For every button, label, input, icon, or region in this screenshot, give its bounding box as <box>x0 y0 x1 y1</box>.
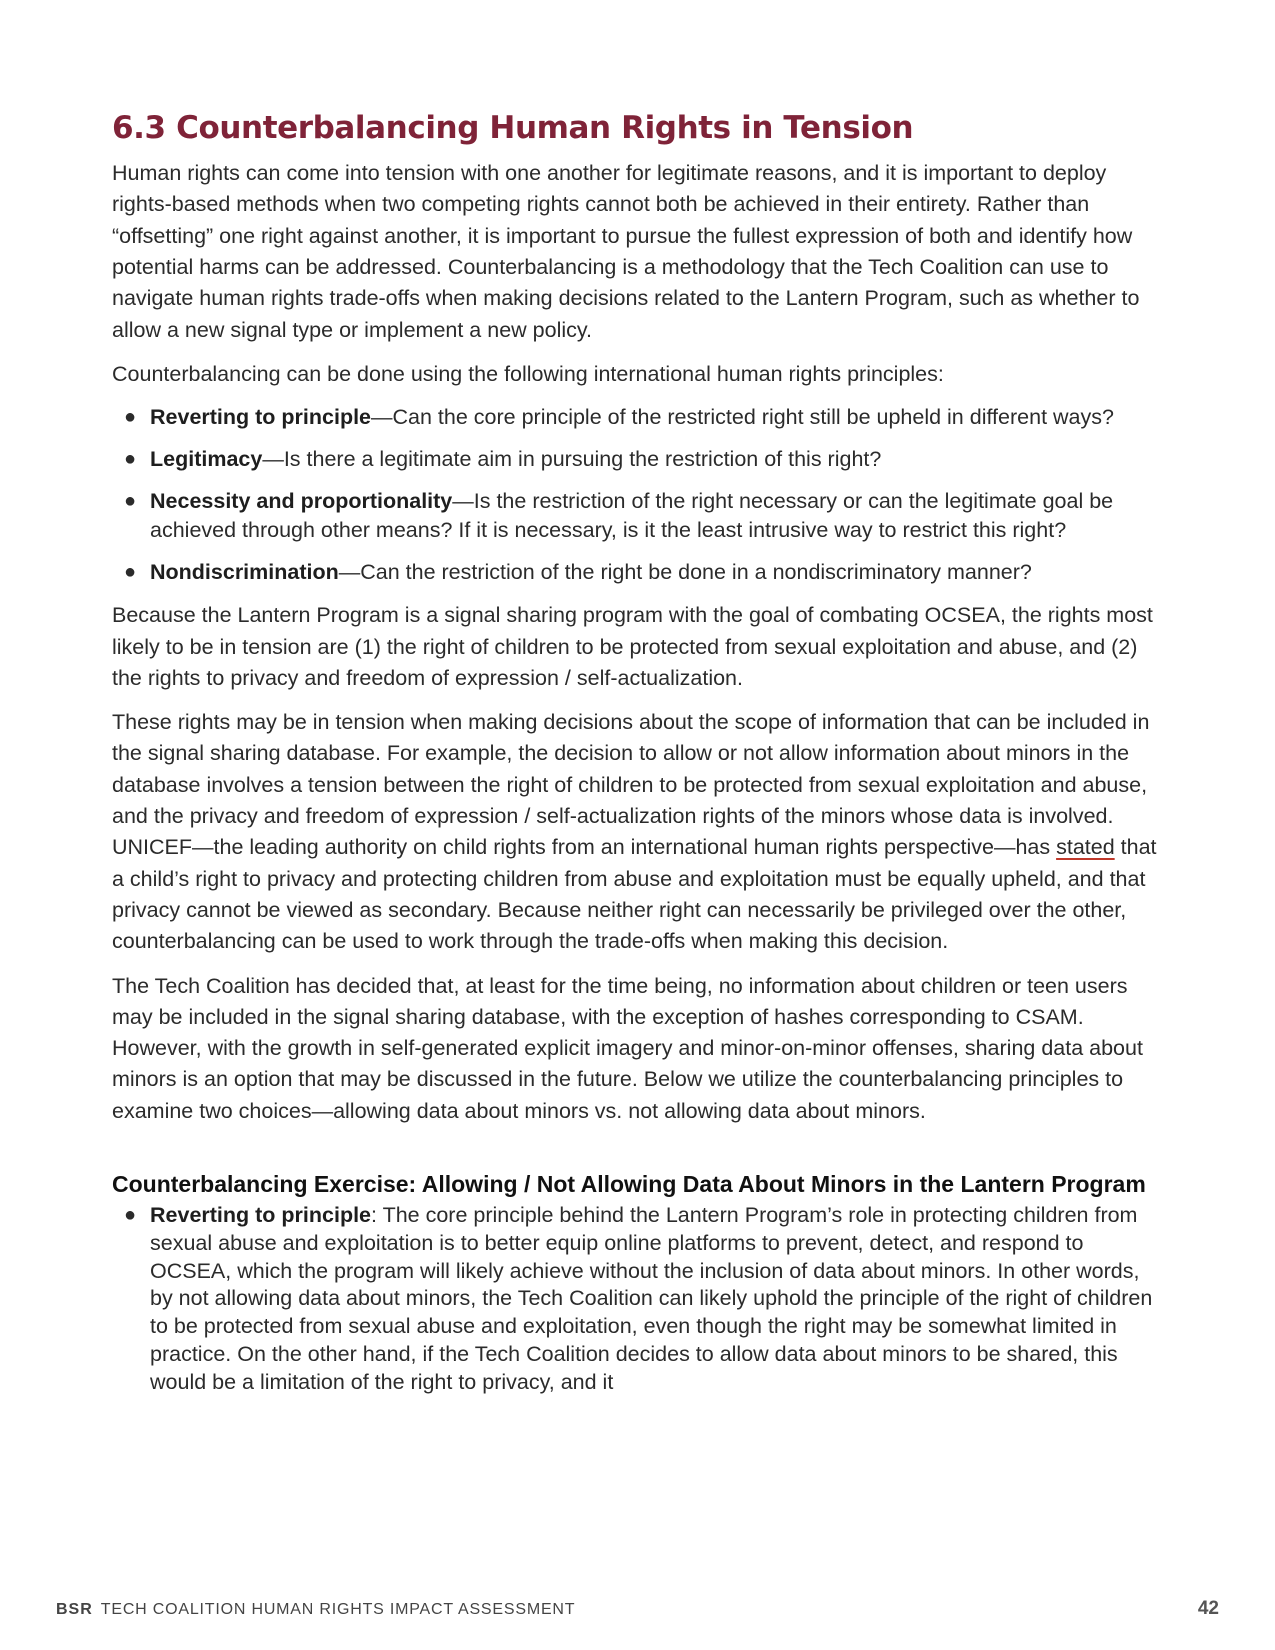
footer-title <box>56 1601 575 1619</box>
principles-lead: Counterbalancing can be done using the following international human rights principles: <box>112 361 944 386</box>
scope-text-after: that a child’s right to privacy and protecting children from abuse and exploitation must be equally upheld, and that privacy cannot be viewed as secondary. Because neither right can necessarily be privileged over the other, counterbalancing can be used to work through the trade-offs when making this decision. <box>112 835 1157 954</box>
principle-text: —Can the restriction of the right be done in a nondiscriminatory manner? <box>338 560 1032 585</box>
principle-term: Nondiscrimination <box>150 560 339 585</box>
bullet-icon: ● <box>124 448 137 471</box>
bullet-icon: ● <box>124 490 137 513</box>
principle-term: Necessity and proportionality <box>150 489 453 514</box>
bullet-icon: ● <box>124 561 137 584</box>
principle-term: Reverting to principle <box>150 405 372 430</box>
exercise-term: Reverting to principle <box>150 1203 372 1228</box>
exercise-list <box>112 1202 1167 1397</box>
list-item <box>112 403 1167 432</box>
tension-paragraph: Because the Lantern Program is a signal sharing program with the goal of combating OCSEA, the rights most likely to be in tension are (1) the right of children to be protected from sexual exploitation and abuse, and (2) the rights to privacy and freedom of expression / self-actualization. <box>112 603 1153 690</box>
page-number: 42 <box>1197 1598 1219 1619</box>
intro-paragraph: Human rights can come into tension with one another for legitimate reasons, and it is important to deploy rights-based methods when two competing rights cannot both be achieved in their entirety. Rather than “offsetting” one right against another, it is important to pursue the fullest expression of both and identify how potential harms can be addressed. Counterbalancing is a methodology that the Tech Coalition can use to navigate human rights trade-offs when making decisions related to the Lantern Program, such as whether to allow a new signal type or implement a new policy. <box>112 161 1140 342</box>
bsr-logo: BSR <box>56 1601 93 1618</box>
stated-link[interactable]: stated <box>1056 835 1115 860</box>
list-item <box>112 445 1167 474</box>
list-item <box>112 558 1167 587</box>
page-footer <box>56 1598 1219 1620</box>
report-title: TECH COALITION HUMAN RIGHTS IMPACT ASSESSMENT <box>100 1601 576 1618</box>
principle-text: —Is the restriction of the right necessary or can the legitimate goal be achieved through other means? If it is necessary, is it the least intrusive way to restrict this right? <box>150 489 1114 543</box>
page-content <box>112 110 1167 1410</box>
bullet-icon: ● <box>124 1204 137 1227</box>
list-item <box>112 487 1167 545</box>
principle-text: —Can the core principle of the restricted right still be upheld in different ways? <box>371 405 1114 430</box>
section-title: 6.3 Counterbalancing Human Rights in Tension <box>112 110 914 146</box>
principle-term: Legitimacy <box>150 447 263 472</box>
list-item <box>112 1202 1167 1397</box>
decision-paragraph: The Tech Coalition has decided that, at least for the time being, no information about children or teen users may be included in the signal sharing database, with the exception of hashes corresponding to CSAM. However, with the growth in self-generated explicit imagery and minor-on-minor offenses, sharing data about minors is an option that may be discussed in the future. Below we utilize the counterbalancing principles to examine two choices—allowing data about minors vs. not allowing data about minors. <box>112 973 1143 1123</box>
principles-list <box>112 403 1167 587</box>
exercise-text: : The core principle behind the Lantern Program’s role in protecting children from sexual abuse and exploitation is to better equip online platforms to prevent, detect, and respond to OCSEA, which the program will likely achieve without the inclusion of data about minors. In other words, by not allowing data about minors, the Tech Coalition can likely uphold the principle of the right of children to be protected from sexual abuse and exploitation, even though the right may be somewhat limited in practice. On the other hand, if the Tech Coalition decides to allow data about minors to be shared, this would be a limitation of the right to privacy, and it <box>150 1203 1153 1394</box>
bullet-icon: ● <box>124 406 137 429</box>
exercise-heading: Counterbalancing Exercise: Allowing / Not Allowing Data About Minors in the Lantern Program <box>112 1171 1146 1198</box>
scope-text-before: These rights may be in tension when making decisions about the scope of information that can be included in the signal sharing database. For example, the decision to allow or not allow information about minors in the database involves a tension between the right of children to be protected from sexual exploitation and abuse, and the privacy and freedom of expression / self-actualization rights of the minors whose data is involved. UNICEF—the leading authority on child rights from an international human rights perspective—has <box>112 710 1150 860</box>
scope-paragraph <box>112 707 1167 957</box>
principle-text: —Is there a legitimate aim in pursuing the restriction of this right? <box>262 447 882 472</box>
